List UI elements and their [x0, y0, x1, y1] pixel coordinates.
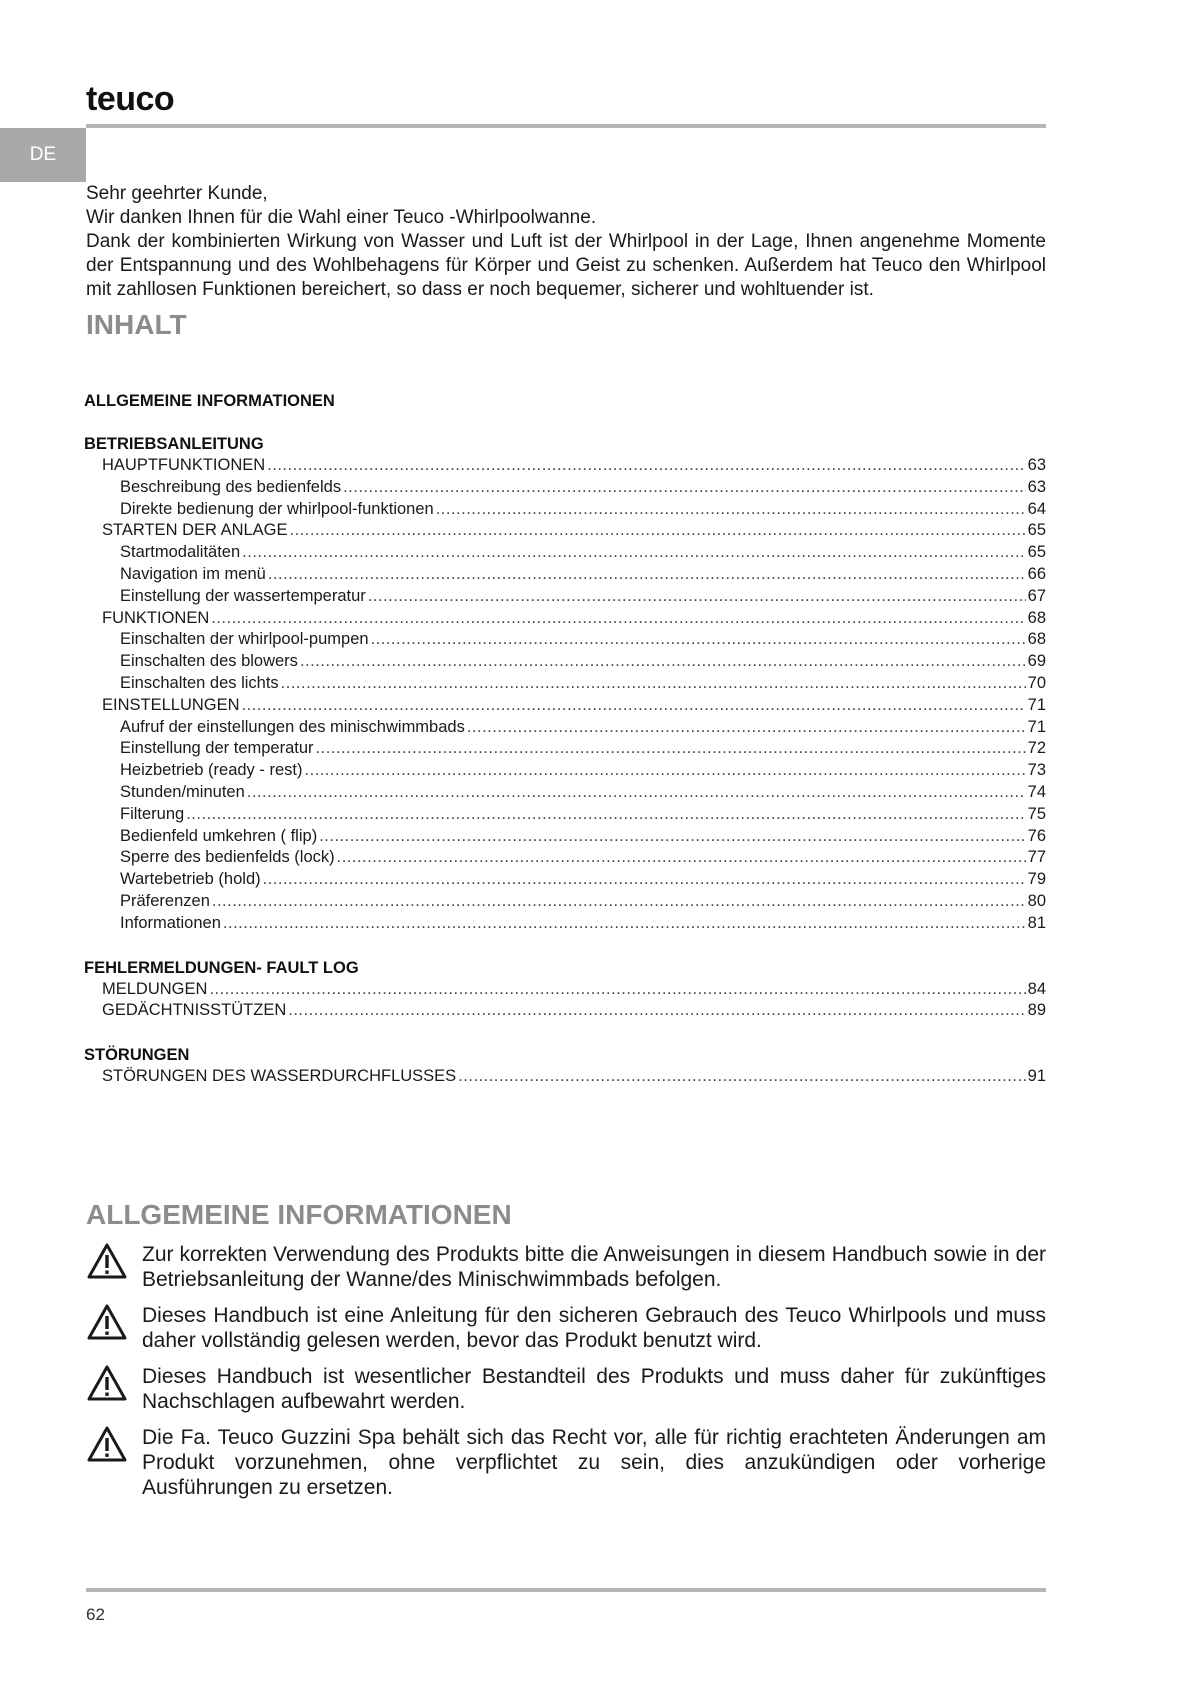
toc-entry[interactable]: MELDUNGEN ..... 84 — [84, 979, 1046, 1001]
toc-entry[interactable]: Stunden/minuten ..... 74 — [84, 782, 1046, 804]
toc-page-number: 84 — [1027, 979, 1046, 998]
toc-page-number: 72 — [1027, 739, 1046, 758]
toc-entry[interactable]: EINSTELLUNGEN ..... 71 — [84, 695, 1046, 717]
thanks-line: Wir danken Ihnen für die Wahl einer Teuco -Whirlpoolwanne. — [86, 207, 597, 228]
intro-paragraph: Dank der kombinierten Wirkung von Wasser und Luft ist der Whirlpool in der Lage, Ihnen angenehme Momente der Entspannung und des Wohlbehagens für Körper und Geist zu schenken. Außerdem hat Teuco den Whirlpool mit zahllosen Funktionen bereichert, so dass er noch bequemer, sicherer und wohltuender ist. — [86, 231, 1046, 300]
toc-title: INHALT — [86, 309, 187, 340]
toc-entry[interactable]: Einstellung der wassertemperatur ..... 67 — [84, 586, 1046, 608]
warning-text: Dieses Handbuch ist eine Anleitung für den sicheren Gebrauch des Teuco Whirlpools und muss daher vollständig gelesen werden, bevor das Produkt benutzt wird. — [142, 1304, 1046, 1352]
toc-page-number: 63 — [1027, 456, 1046, 474]
warning-text: Zur korrekten Verwendung des Produkts bitte die Anweisungen in diesem Handbuch sowie in der Betriebsanleitung der Wanne/des Minischwimmbads befolgen. — [142, 1243, 1046, 1291]
warning-triangle-icon — [86, 1425, 142, 1468]
toc-page-number: 73 — [1027, 761, 1046, 780]
toc-page-number: 70 — [1027, 673, 1046, 692]
warning-triangle-icon — [86, 1303, 142, 1346]
toc-page-number: 65 — [1027, 521, 1046, 540]
toc-entry[interactable]: STÖRUNGEN DES WASSERDURCHFLUSSES ..... 91 — [84, 1066, 1046, 1088]
warning-text: Dieses Handbuch ist wesentlicher Bestandteil des Produkts und muss daher für zukünftiges Nachschlagen aufbewahrt werden. — [142, 1365, 1046, 1413]
toc-page-number: 79 — [1027, 870, 1046, 889]
toc-entry[interactable]: Einschalten des blowers ..... 69 — [84, 651, 1046, 673]
warning-triangle-icon — [86, 1364, 142, 1407]
warning-triangle-icon — [86, 1242, 142, 1285]
toc-page-number: 77 — [1027, 848, 1046, 867]
toc-entry[interactable]: Heizbetrieb (ready - rest) ..... 73 — [84, 760, 1046, 782]
toc-page-number: 65 — [1027, 543, 1046, 562]
toc-entry[interactable]: Präferenzen ..... 80 — [84, 891, 1046, 913]
toc-page-number: 81 — [1027, 913, 1046, 932]
toc-entry[interactable]: GEDÄCHTNISSTÜTZEN ..... 89 — [84, 1000, 1046, 1022]
toc-entry[interactable]: Einschalten der whirlpool-pumpen ..... 68 — [84, 629, 1046, 651]
toc-entry[interactable]: Filterung ..... 75 — [84, 804, 1046, 826]
toc-page-number: 75 — [1027, 804, 1046, 823]
toc-page-number: 91 — [1027, 1067, 1046, 1086]
header-divider — [86, 124, 1046, 128]
warning-text: Die Fa. Teuco Guzzini Spa behält sich das Recht vor, alle für richtig erachteten Änderungen am Produkt vorzunehmen, ohne verpflichtet zu sein, dies anzukündigen oder vorherige Ausführungen zu ersetzen. — [142, 1426, 1046, 1499]
toc-page-number: 63 — [1027, 477, 1046, 496]
toc-section-general: ALLGEMEINE INFORMATIONEN — [84, 392, 335, 410]
toc-entry[interactable]: Startmodalitäten ..... 65 — [84, 542, 1046, 564]
toc-entry[interactable]: Navigation im menü ..... 66 — [84, 564, 1046, 586]
page-number: 62 — [86, 1605, 105, 1624]
toc-page-number: 64 — [1027, 499, 1046, 518]
toc-section-operating: BETRIEBSANLEITUNG — [84, 435, 264, 453]
toc-page-number: 68 — [1027, 608, 1046, 627]
table-of-contents — [84, 390, 1046, 1088]
toc-entry[interactable]: Sperre des bedienfelds (lock) ..... 77 — [84, 847, 1046, 869]
toc-entry[interactable]: Wartebetrieb (hold) ..... 79 — [84, 869, 1046, 891]
toc-page-number: 80 — [1027, 891, 1046, 910]
warning-item — [86, 1303, 1046, 1353]
toc-page-number: 74 — [1027, 782, 1046, 801]
toc-page-number: 71 — [1027, 717, 1046, 736]
toc-section-troubles: STÖRUNGEN — [84, 1046, 190, 1065]
toc-page-number: 66 — [1027, 564, 1046, 583]
toc-entry[interactable]: Aufruf der einstellungen des minischwimmbads ..... 71 — [84, 717, 1046, 739]
toc-entry[interactable]: Einschalten des lichts ..... 70 — [84, 673, 1046, 695]
toc-page-number: 68 — [1027, 630, 1046, 649]
brand-logo: teuco — [86, 80, 175, 118]
toc-entry[interactable]: Informationen ..... 81 — [84, 913, 1046, 935]
toc-section-faults: FEHLERMELDUNGEN- FAULT LOG — [84, 958, 359, 977]
salutation: Sehr geehrter Kunde, — [86, 183, 268, 204]
toc-page-number: 71 — [1027, 695, 1046, 714]
toc-entry[interactable]: FUNKTIONEN ..... 68 — [84, 608, 1046, 630]
toc-page-number: 89 — [1027, 1001, 1046, 1020]
toc-page-number: 76 — [1027, 826, 1046, 845]
warning-item — [86, 1364, 1046, 1414]
toc-entry[interactable]: HAUPTFUNKTIONEN ..... 63 — [84, 455, 1046, 477]
warning-list — [86, 1242, 1046, 1511]
toc-entry[interactable]: Direkte bedienung der whirlpool-funktionen ..... 64 — [84, 499, 1046, 521]
warning-item — [86, 1425, 1046, 1500]
toc-entry[interactable]: Einstellung der temperatur ..... 72 — [84, 738, 1046, 760]
toc-entry[interactable]: Bedienfeld umkehren ( flip) ..... 76 — [84, 826, 1046, 848]
footer-divider — [86, 1588, 1046, 1592]
toc-entry[interactable]: Beschreibung des bedienfelds ..... 63 — [84, 477, 1046, 499]
general-info-title: ALLGEMEINE INFORMATIONEN — [86, 1199, 512, 1230]
toc-page-number: 67 — [1027, 586, 1046, 605]
toc-page-number: 69 — [1027, 652, 1046, 671]
toc-entry[interactable]: STARTEN DER ANLAGE ..... 65 — [84, 520, 1046, 542]
language-tab: DE — [0, 128, 86, 182]
warning-item — [86, 1242, 1046, 1292]
intro-text — [86, 182, 1046, 302]
